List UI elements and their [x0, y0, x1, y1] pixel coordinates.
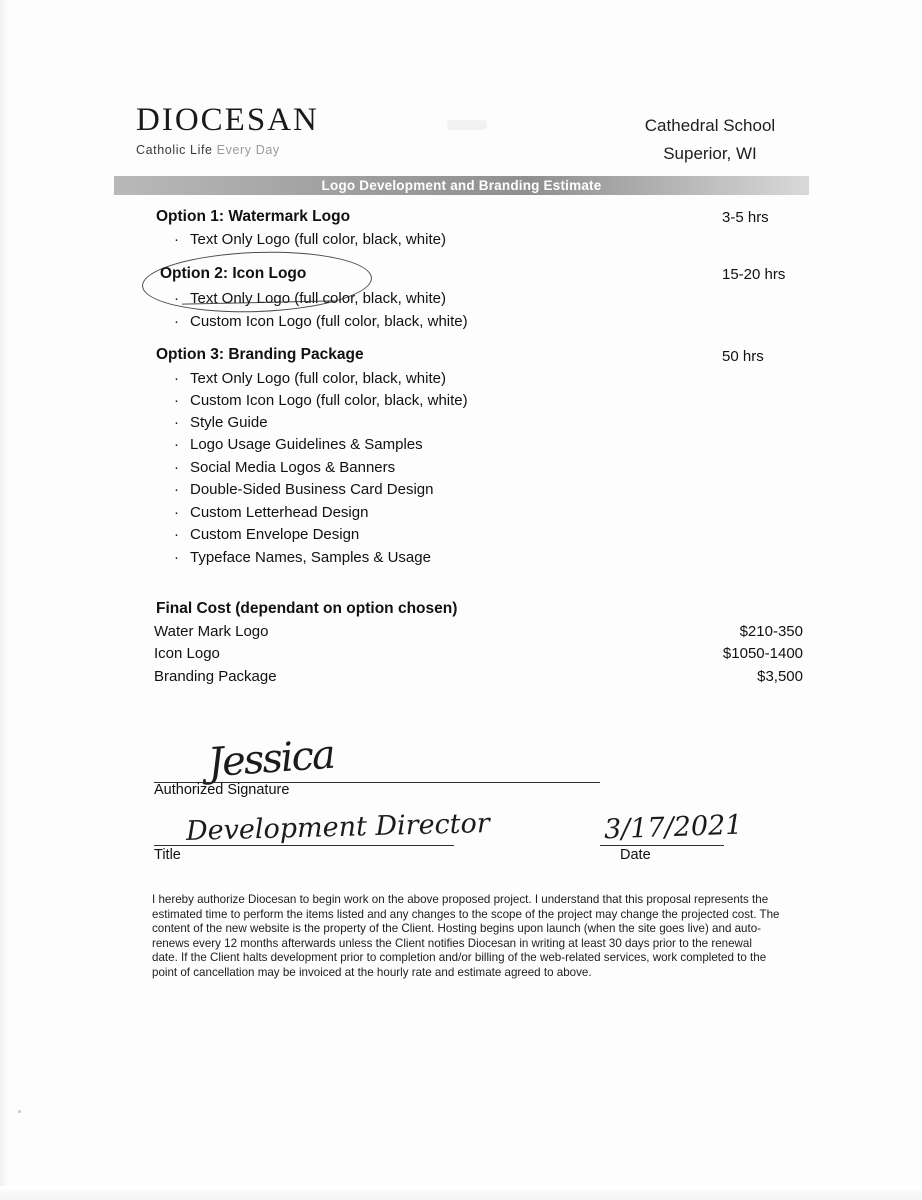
- option-3-item-8-label: Typeface Names, Samples & Usage: [190, 549, 431, 566]
- scan-smudge: [447, 120, 487, 130]
- signature-label: Authorized Signature: [154, 782, 290, 798]
- bullet-icon: ·: [174, 481, 179, 498]
- logo-wordmark: DIOCESAN: [136, 102, 319, 138]
- bullet-icon: ·: [174, 436, 179, 453]
- option-3-item-0: [174, 370, 446, 387]
- handwritten-title: Development Director: [185, 808, 491, 847]
- option-2-item-1-label: Custom Icon Logo (full color, black, white): [190, 313, 468, 330]
- bullet-icon: ·: [174, 414, 179, 431]
- final-cost-label-0: Water Mark Logo: [154, 623, 269, 640]
- option-2-hours: 15-20 hrs: [722, 266, 786, 283]
- bullet-icon: ·: [174, 504, 179, 521]
- handwritten-signature: Jessica: [206, 731, 336, 787]
- option-3-item-7-label: Custom Envelope Design: [190, 526, 360, 543]
- title-line: [154, 845, 454, 846]
- estimate-title-bar: Logo Development and Branding Estimate: [114, 176, 809, 195]
- final-cost-value-2: $3,500: [757, 668, 803, 685]
- date-line: [600, 845, 724, 846]
- bullet-icon: ·: [174, 313, 179, 330]
- scan-edge-bottom: [0, 1186, 922, 1200]
- option-3-item-5-label: Double-Sided Business Card Design: [190, 481, 434, 498]
- option-1-item-0-label: Text Only Logo (full color, black, white): [190, 231, 446, 248]
- client-organization: Cathedral School: [644, 116, 776, 135]
- final-cost-value-0: $210-350: [739, 623, 803, 640]
- option-3-item-2: [174, 414, 268, 431]
- final-cost-label-1: Icon Logo: [154, 645, 220, 662]
- option-3-item-4-label: Social Media Logos & Banners: [190, 459, 396, 476]
- handwritten-date: 3/17/2021: [603, 809, 743, 846]
- logo: [136, 104, 319, 157]
- bullet-icon: ·: [174, 549, 179, 566]
- logo-tagline-rest: Every Day: [216, 143, 280, 157]
- option-3-item-3: [174, 436, 423, 453]
- bullet-icon: ·: [174, 290, 179, 307]
- option-1-heading: Option 1: Watermark Logo: [156, 208, 351, 225]
- option-1-hours: 3-5 hrs: [722, 209, 769, 226]
- option-3-item-4: [174, 459, 395, 476]
- bullet-icon: ·: [174, 392, 179, 409]
- option-3-item-6-label: Custom Letterhead Design: [190, 504, 369, 521]
- option-2-item-0-label: Text Only Logo (full color, black, white): [190, 290, 446, 307]
- option-1-item-0: [174, 231, 446, 248]
- bullet-icon: ·: [174, 370, 179, 387]
- scan-speck: [18, 1110, 21, 1113]
- client-location: Superior, WI: [663, 144, 757, 163]
- bullet-icon: ·: [174, 459, 179, 476]
- option-3-item-7: [174, 526, 359, 543]
- option-3-item-0-label: Text Only Logo (full color, black, white): [190, 370, 446, 387]
- option-3-heading: Option 3: Branding Package: [156, 346, 364, 363]
- option-2-heading: Option 2: Icon Logo: [160, 265, 307, 282]
- option-3-item-5: [174, 481, 433, 498]
- option-3-item-1-label: Custom Icon Logo (full color, black, white): [190, 392, 468, 409]
- fine-print-paragraph: I hereby authorize Diocesan to begin work on the above proposed project. I understand that this proposal represents the estimated time to perform the items listed and any changes to the scope of the project may change the projected cost. The content of the new website is the property of the Client. Hosting begins upon launch (when the site goes live) and auto-renews every 12 months afterwards unless the Client notifies Diocesan in writing at least 30 days prior to the renewal date. If the Client halts development prior to completion and/or billing of the web-related services, work completed to the point of cancellation may be invoiced at the hourly rate and estimate agreed to above.: [152, 893, 780, 979]
- logo-tagline-lead: Catholic Life: [136, 143, 217, 157]
- bullet-icon: ·: [174, 526, 179, 543]
- final-cost-heading: Final Cost (dependant on option chosen): [156, 600, 458, 617]
- option-3-hours: 50 hrs: [722, 348, 764, 365]
- date-label: Date: [620, 847, 651, 863]
- option-3-item-8: [174, 549, 431, 566]
- final-cost-label-2: Branding Package: [154, 668, 277, 685]
- client-address: [560, 112, 860, 168]
- title-label: Title: [154, 847, 181, 863]
- option-3-item-6: [174, 504, 368, 521]
- bullet-icon: ·: [174, 231, 179, 248]
- option-2-item-1: [174, 313, 468, 330]
- option-3-item-3-label: Logo Usage Guidelines & Samples: [190, 436, 423, 453]
- final-cost-value-1: $1050-1400: [722, 645, 803, 662]
- option-3-item-1: [174, 392, 468, 409]
- option-3-item-2-label: Style Guide: [190, 414, 268, 431]
- logo-tagline: [136, 143, 319, 157]
- scan-edge-left: [0, 0, 10, 1200]
